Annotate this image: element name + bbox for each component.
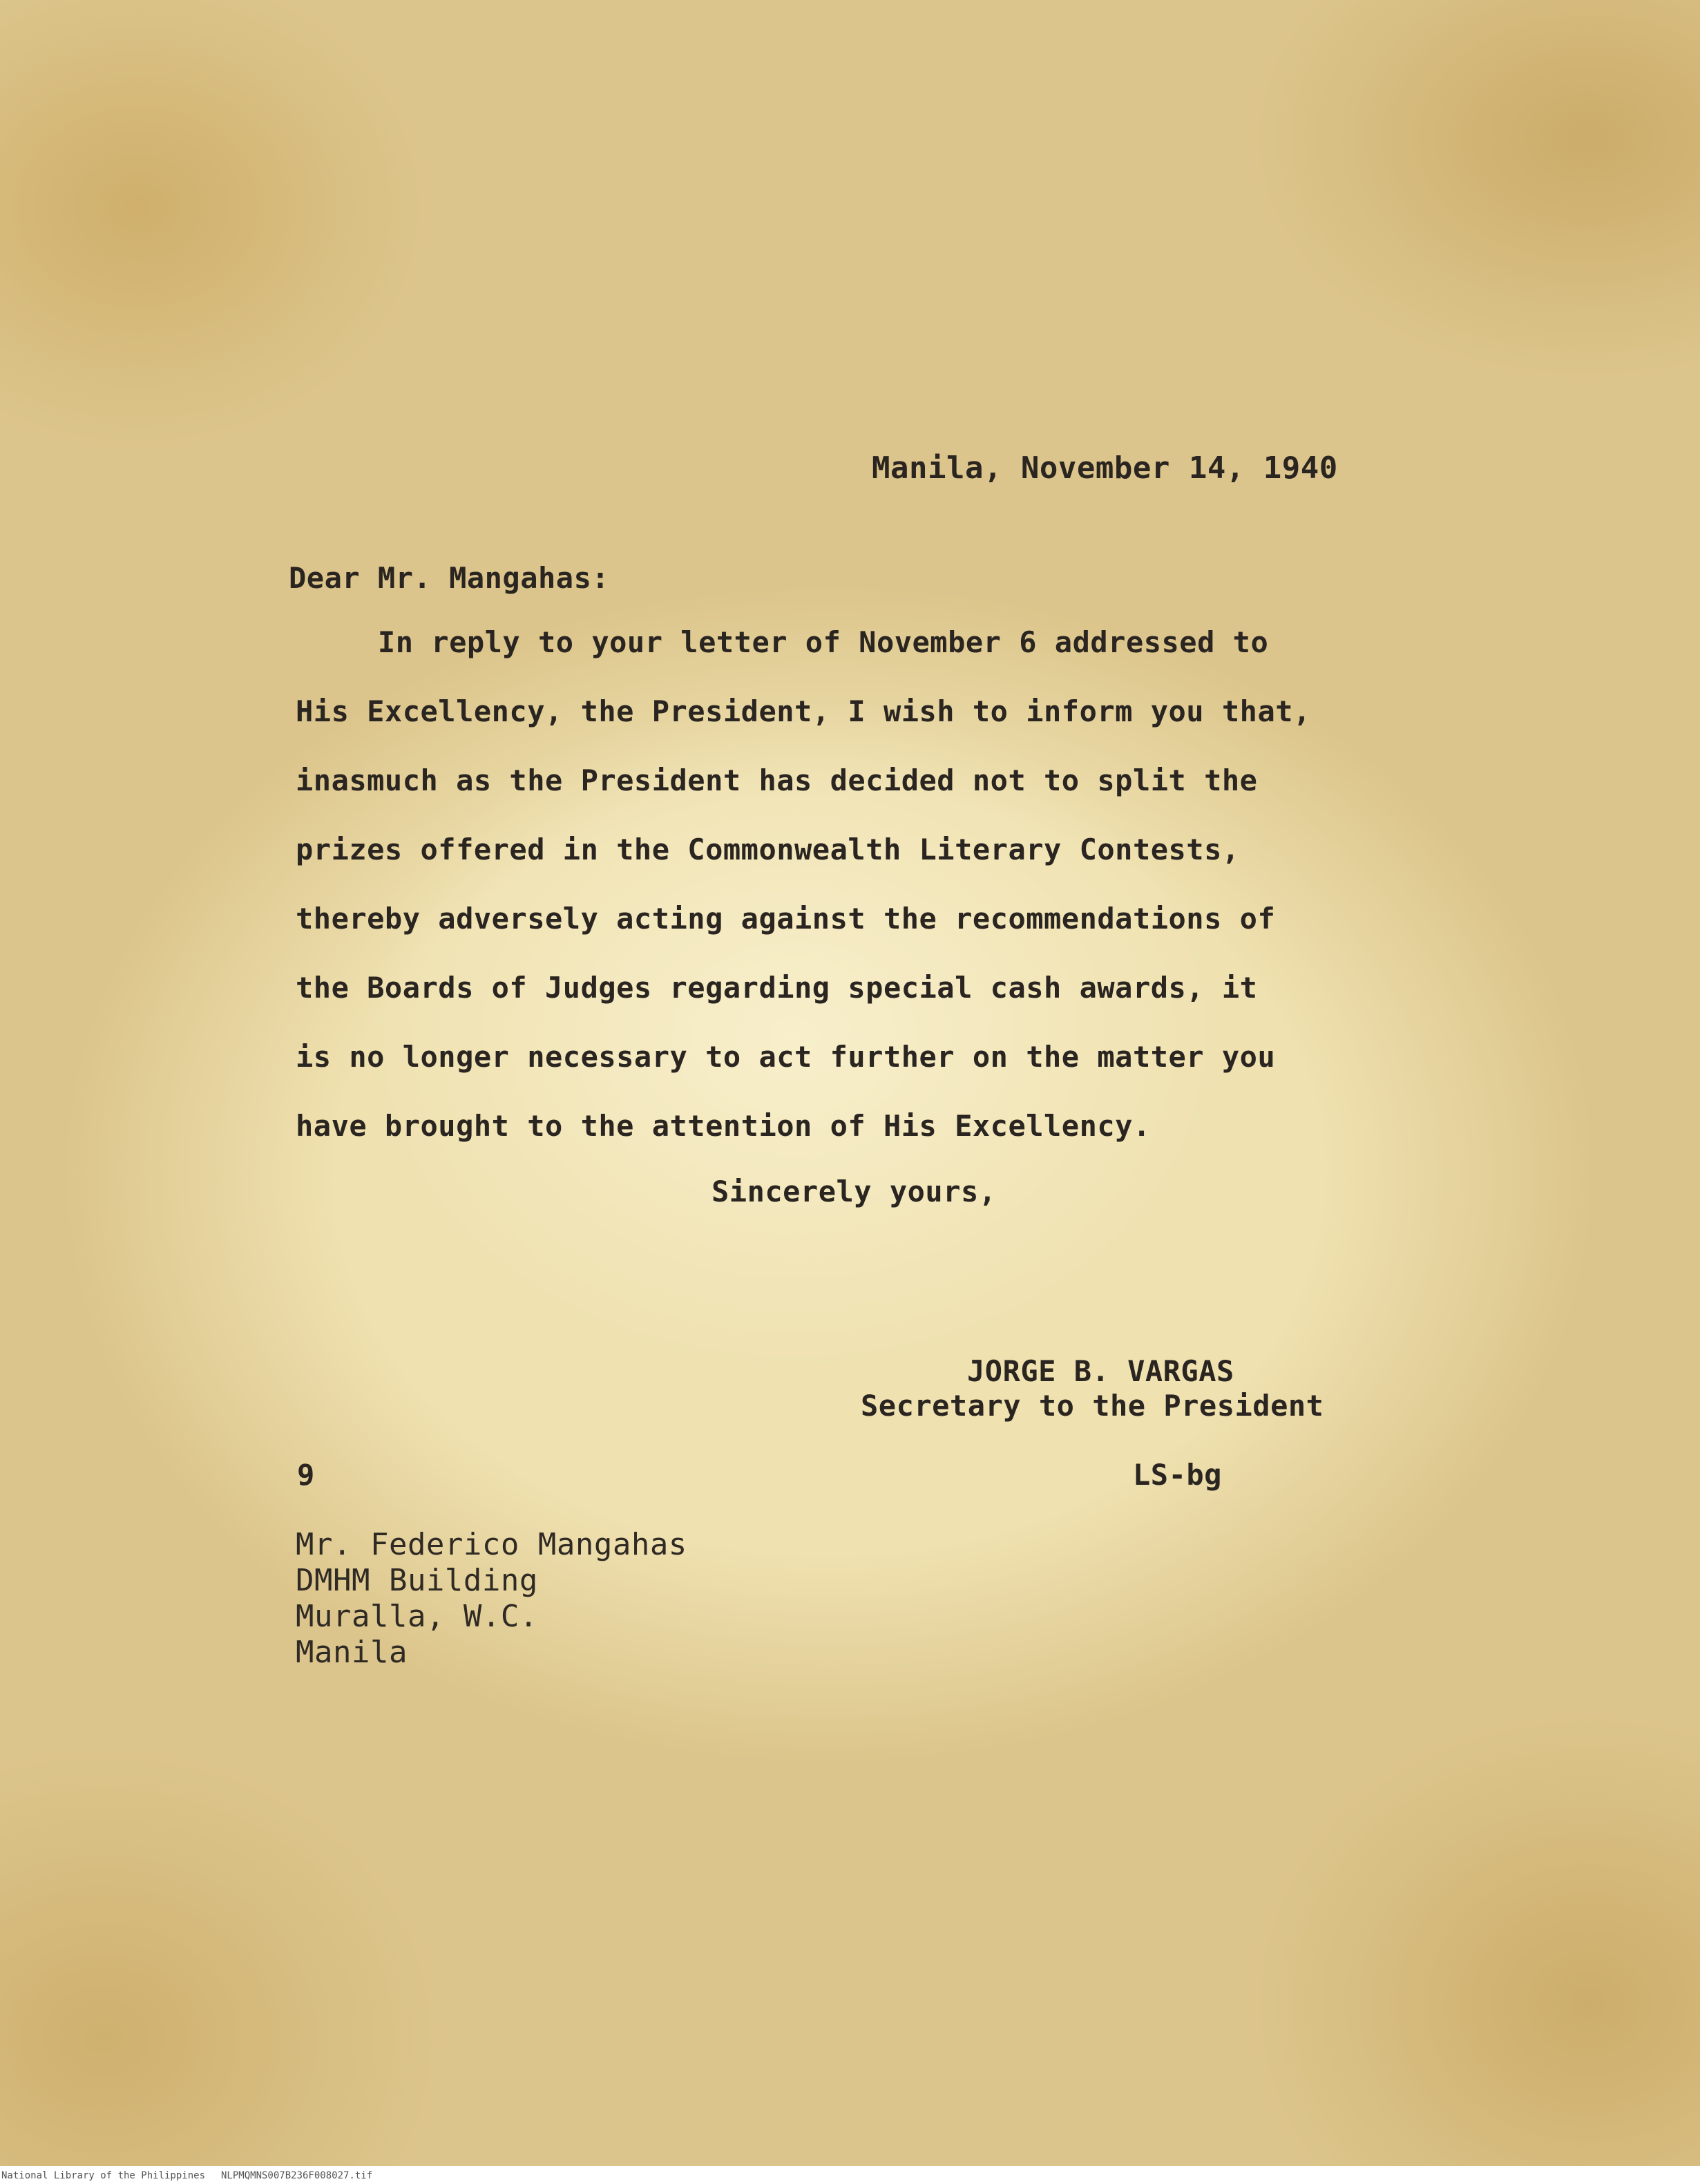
scan-source: National Library of the Philippines [1, 2170, 206, 2181]
body-line: inasmuch as the President has decided not to split the [296, 763, 1258, 797]
dateline: Manila, November 14, 1940 [872, 450, 1338, 486]
body-line: is no longer necessary to act further on the matter you [296, 1040, 1276, 1074]
closing: Sincerely yours, [711, 1175, 997, 1208]
scan-filename: NLPMQMNS007B236F008027.tif [221, 2170, 373, 2181]
signer-name: JORGE B. VARGAS [967, 1354, 1234, 1388]
body-line: In reply to your letter of November 6 addressed to [289, 625, 1269, 659]
recipient-line: Mr. Federico Mangahas [296, 1527, 687, 1562]
recipient-line: Muralla, W.C. [296, 1599, 538, 1634]
enclosure-mark: 9 [297, 1458, 315, 1492]
signer-title: Secretary to the President [861, 1389, 1324, 1423]
recipient-line: DMHM Building [296, 1563, 538, 1598]
body-line: thereby adversely acting against the recommendations of [296, 902, 1276, 936]
body-line: His Excellency, the President, I wish to inform you that, [296, 694, 1311, 728]
reference-initials: LS-bg [1133, 1458, 1222, 1492]
body-line: the Boards of Judges regarding special cash awards, it [296, 971, 1258, 1005]
scan-footer [0, 2166, 1700, 2184]
body-line: have brought to the attention of His Excellency. [296, 1109, 1151, 1143]
body-line: prizes offered in the Commonwealth Literary Contests, [296, 833, 1240, 866]
recipient-line: Manila [296, 1635, 408, 1670]
salutation: Dear Mr. Mangahas: [289, 561, 610, 595]
